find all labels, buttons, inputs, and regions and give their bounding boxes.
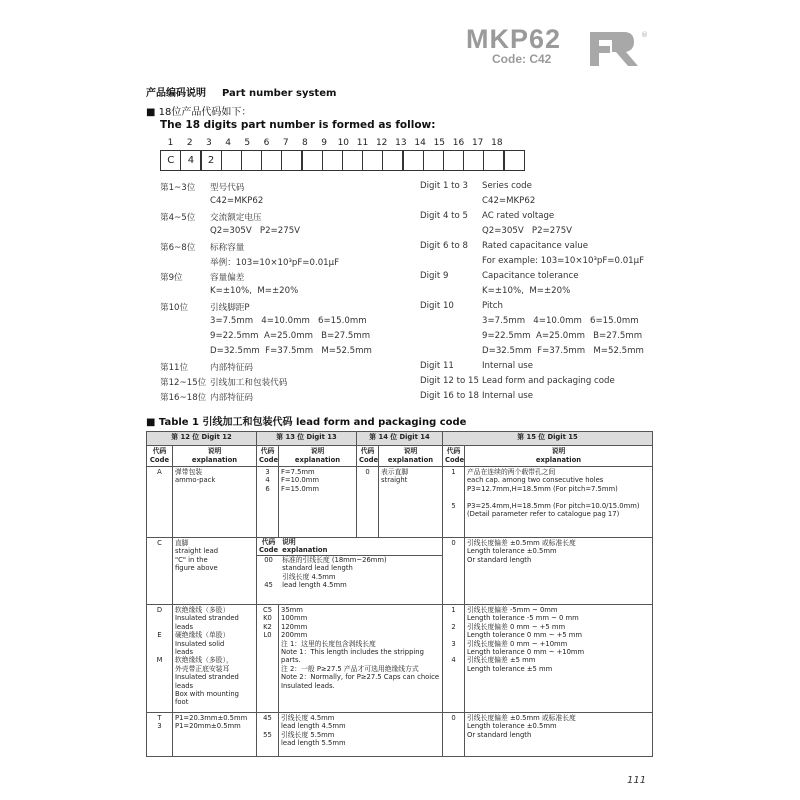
digit-box — [443, 150, 464, 171]
cn-value: 举例：103=10×10³pF=0.01μF — [210, 258, 340, 268]
digit-cn-label: 第12~15位 — [160, 378, 207, 388]
header-digit-14: 第 14 位 Digit 14 — [357, 432, 443, 446]
digit-en-label: Digit 16 to 18 — [420, 391, 479, 401]
list-item — [160, 361, 660, 376]
digit-index: 5 — [244, 138, 251, 148]
packaging-code-table — [146, 431, 653, 757]
cn-value: 型号代码 — [210, 183, 245, 193]
list-item — [160, 301, 660, 316]
part-number-boxes — [161, 150, 525, 169]
digit-index: 14 — [414, 138, 426, 148]
en-value: Series code — [482, 181, 532, 191]
list-item — [160, 346, 660, 361]
en-value: Internal use — [482, 361, 534, 371]
digit-index: 9 — [321, 138, 327, 148]
table-row — [147, 538, 653, 605]
table-row — [147, 467, 653, 538]
explanation-header: 说明 explanation — [379, 446, 443, 467]
list-item — [160, 256, 660, 271]
digit-index: 4 — [225, 138, 231, 148]
digit-index: 8 — [302, 138, 308, 148]
digit-box — [463, 150, 484, 171]
list-item — [160, 286, 660, 301]
cn-value: 交流额定电压 — [210, 213, 262, 223]
en-value: For example: 103=10×10³pF=0.01μF — [482, 256, 645, 266]
list-item — [160, 226, 660, 241]
digit-box — [302, 150, 323, 171]
list-item — [160, 376, 660, 391]
digit-cn-label: 第6~8位 — [160, 243, 196, 253]
digit-box — [382, 150, 403, 171]
digit-index: 13 — [395, 138, 407, 148]
digit-description-list — [160, 181, 660, 406]
digit-box — [362, 150, 383, 171]
digit-en-label: Digit 11 — [420, 361, 454, 371]
digit-box — [504, 150, 525, 171]
digit-box — [241, 150, 262, 171]
explanation-cell: 引线长度 4.5mm lead length 4.5mm 引线长度 5.5mm lead length 5.5mm — [279, 713, 443, 757]
digit-en-label: Digit 10 — [420, 301, 454, 311]
series-code: Code: C42 — [492, 52, 552, 66]
digit-index-row — [161, 138, 521, 150]
digit-box: 4 — [180, 150, 201, 171]
digit-box: 2 — [201, 150, 222, 171]
code-header: 代码 Code — [147, 446, 173, 467]
code-cell: 45 55 — [257, 713, 279, 757]
page-number: 111 — [627, 775, 647, 786]
list-item — [160, 271, 660, 286]
section-heading-en: Part number system — [222, 88, 337, 99]
table-row — [147, 713, 653, 757]
en-value: Rated capacitance value — [482, 241, 589, 251]
header-digit-13: 第 13 位 Digit 13 — [257, 432, 357, 446]
en-value: K=±10%, M=±20% — [482, 286, 571, 296]
en-value: Pitch — [482, 301, 503, 311]
digit-index: 17 — [471, 138, 484, 148]
list-item — [160, 181, 660, 196]
en-value: C42=MKP62 — [482, 196, 536, 206]
cn-value: C42=MKP62 — [210, 196, 264, 206]
digit-cn-label: 第9位 — [160, 273, 183, 283]
code-header: 代码 Code — [257, 446, 279, 467]
digit-index: 1 — [167, 138, 174, 148]
cn-value: 引线加工和包装代码 — [210, 378, 288, 388]
code-header: 代码 Code — [357, 446, 379, 467]
code-cell: 1 5 — [443, 467, 465, 538]
digit-en-label: Digit 4 to 5 — [420, 211, 468, 221]
list-item — [160, 331, 660, 346]
digit-cn-label: 第11位 — [160, 363, 189, 373]
explanation-header: 说明 explanation — [465, 446, 653, 467]
explanation-cell: 引线长度偏差 -5mm ~ 0mm Length tolerance -5 mm ~ 0 mm 引线长度偏差 0 mm ~ +5 mm Length tolerance 0 mm ~ +5 mm 引线长度偏差 0 mm ~ +10mm Length tolerance 0 mm ~ +10mm 引线长度偏差 ±5 mm Length tolerance ±5 mm — [465, 605, 653, 713]
digit-box — [281, 150, 302, 171]
cn-value: K=±10%, M=±20% — [210, 286, 299, 296]
section-heading-cn: 产品编码说明 — [146, 88, 206, 99]
list-item — [160, 391, 660, 406]
digit-box — [261, 150, 282, 171]
code-header: 代码 Code — [443, 446, 465, 467]
digit-13-14-merged — [257, 538, 443, 605]
digit-en-label: Digit 1 to 3 — [420, 181, 468, 191]
cn-value: 3=7.5mm 4=10.0mm 6=15.0mm — [210, 316, 367, 326]
code-cell: 0 — [357, 467, 379, 538]
digit-cn-label: 第16~18位 — [160, 393, 207, 403]
cn-value: D=32.5mm F=37.5mm M=52.5mm — [210, 346, 372, 356]
list-item — [160, 316, 660, 331]
en-value: AC rated voltage — [482, 211, 555, 221]
list-item — [160, 196, 660, 211]
digit-box: C — [160, 150, 181, 171]
header-digit-15: 第 15 位 Digit 15 — [443, 432, 653, 446]
digit-en-label: Digit 9 — [420, 271, 449, 281]
explanation-cell: 表示直脚 straight — [379, 467, 443, 538]
en-value: 3=7.5mm 4=10.0mm 6=15.0mm — [482, 316, 639, 326]
en-value: Capacitance tolerance — [482, 271, 579, 281]
explanation-cell: F=7.5mm F=10.0mm F=15.0mm — [279, 467, 357, 538]
explanation-cell: 产品在连续的两个载带孔之间 each cap. among two consecutive holes P3=12.7mm,H=18.5mm (For pitch=7.5mm) P3=25.4mm,H=18.5mm (For pitch=10.0/15.0mm) (Detail parameter refer to catalogue pag 17) — [465, 467, 653, 538]
cn-value: 容量偏差 — [210, 273, 245, 283]
explanation-cell: 引线长度偏差 ±0.5mm 或标准长度 Length tolerance ±0.5mm Or standard length — [465, 713, 653, 757]
digit-box — [342, 150, 363, 171]
code-cell: 3 4 6 — [257, 467, 279, 538]
cn-value: 9=22.5mm A=25.0mm B=27.5mm — [210, 331, 371, 341]
cn-value: 内部特征码 — [210, 363, 253, 373]
en-value: Internal use — [482, 391, 534, 401]
list-item — [160, 211, 660, 226]
explanation-header: 说明 explanation — [280, 538, 442, 555]
cn-value: 标称容量 — [210, 243, 245, 253]
table-title: ■ Table 1 引线加工和包装代码 lead form and packaging code — [146, 417, 467, 428]
explanation-cell: 35mm 100mm 120mm 200mm 注 1：这里的长度包含剥线长度 Note 1：This length includes the stripping parts. 注 2：一般 P≥27.5 产品才可选用绝缘线方式 Note 2：Normally, for P≥27.5 Caps can choice Insulated leads. — [279, 605, 443, 713]
digit-index: 12 — [375, 138, 388, 148]
digit-cn-label: 第4~5位 — [160, 213, 196, 223]
cn-value: 引线脚距P — [210, 303, 250, 313]
digit-en-label: Digit 6 to 8 — [420, 241, 468, 251]
en-value: D=32.5mm F=37.5mm M=52.5mm — [482, 346, 644, 356]
cn-value: 内部特征码 — [210, 393, 253, 403]
code-cell: C — [147, 538, 173, 605]
digit-index: 11 — [356, 138, 369, 148]
cn-value: Q2=305V P2=275V — [210, 226, 301, 236]
series-title: MKP62 — [466, 24, 562, 54]
explanation-cell: 弹带包装 ammo-pack — [173, 467, 257, 538]
brand-logo — [588, 28, 646, 68]
digit-index: 15 — [433, 138, 446, 148]
digit-box — [423, 150, 444, 171]
table-row — [147, 605, 653, 713]
digit-en-label: Digit 12 to 15 — [420, 376, 479, 386]
code-cell: 1 2 3 4 — [443, 605, 465, 713]
code-cell: 0 — [443, 538, 465, 605]
header-digit-12: 第 12 位 Digit 12 — [147, 432, 257, 446]
en-value: 9=22.5mm A=25.0mm B=27.5mm — [482, 331, 643, 341]
explanation-cell: 标准的引线长度 (18mm~26mm) standard lead length 引线长度 4.5mm lead length 4.5mm — [282, 555, 387, 590]
digit-cn-label: 第10位 — [160, 303, 189, 313]
code-cell: D E M — [147, 605, 173, 713]
digit-index: 2 — [186, 138, 193, 148]
explanation-header: 说明 explanation — [279, 446, 357, 467]
explanation-header: 说明 explanation — [173, 446, 257, 467]
section-heading — [146, 84, 352, 99]
code-header: 代码 Code — [259, 538, 279, 555]
svg-text:®: ® — [641, 31, 648, 39]
digit-box — [221, 150, 242, 171]
digit-box — [403, 150, 424, 171]
list-item — [160, 241, 660, 256]
digit-index: 3 — [206, 138, 212, 148]
digit-cn-label: 第1~3位 — [160, 183, 196, 193]
code-cell: T 3 — [147, 713, 173, 757]
code-cell: C5 K0 K2 L0 — [257, 605, 279, 713]
digit-box — [483, 150, 504, 171]
en-value: Q2=305V P2=275V — [482, 226, 573, 236]
digit-index: 6 — [263, 138, 270, 148]
en-value: Lead form and packaging code — [482, 376, 615, 386]
bullet-en: The 18 digits part number is formed as follow: — [160, 119, 436, 131]
digit-index: 7 — [282, 138, 289, 148]
code-cell: 00 45 — [264, 555, 273, 590]
digit-index: 10 — [337, 138, 350, 148]
explanation-cell: 直脚 straight lead "C" in the figure above — [173, 538, 257, 605]
digit-box — [322, 150, 343, 171]
digit-index: 16 — [452, 138, 465, 148]
explanation-cell: P1=20.3mm±0.5mm P1=20mm±0.5mm — [173, 713, 257, 757]
bullet-cn: ■ 18位产品代码如下： — [146, 107, 252, 118]
code-cell: A — [147, 467, 173, 538]
digit-index: 18 — [491, 138, 503, 148]
explanation-cell: 软绝缘线（多股） Insulated stranded leads 硬绝缘线（单股） Insulated solid leads 软绝缘线（多股）， 外壳带正底安装耳 Insulated stranded leads Box with mounting foot — [173, 605, 257, 713]
explanation-cell: 引线长度偏差 ±0.5mm 或标准长度 Length tolerance ±0.5mm Or standard length — [465, 538, 653, 605]
code-cell: 0 — [443, 713, 465, 757]
